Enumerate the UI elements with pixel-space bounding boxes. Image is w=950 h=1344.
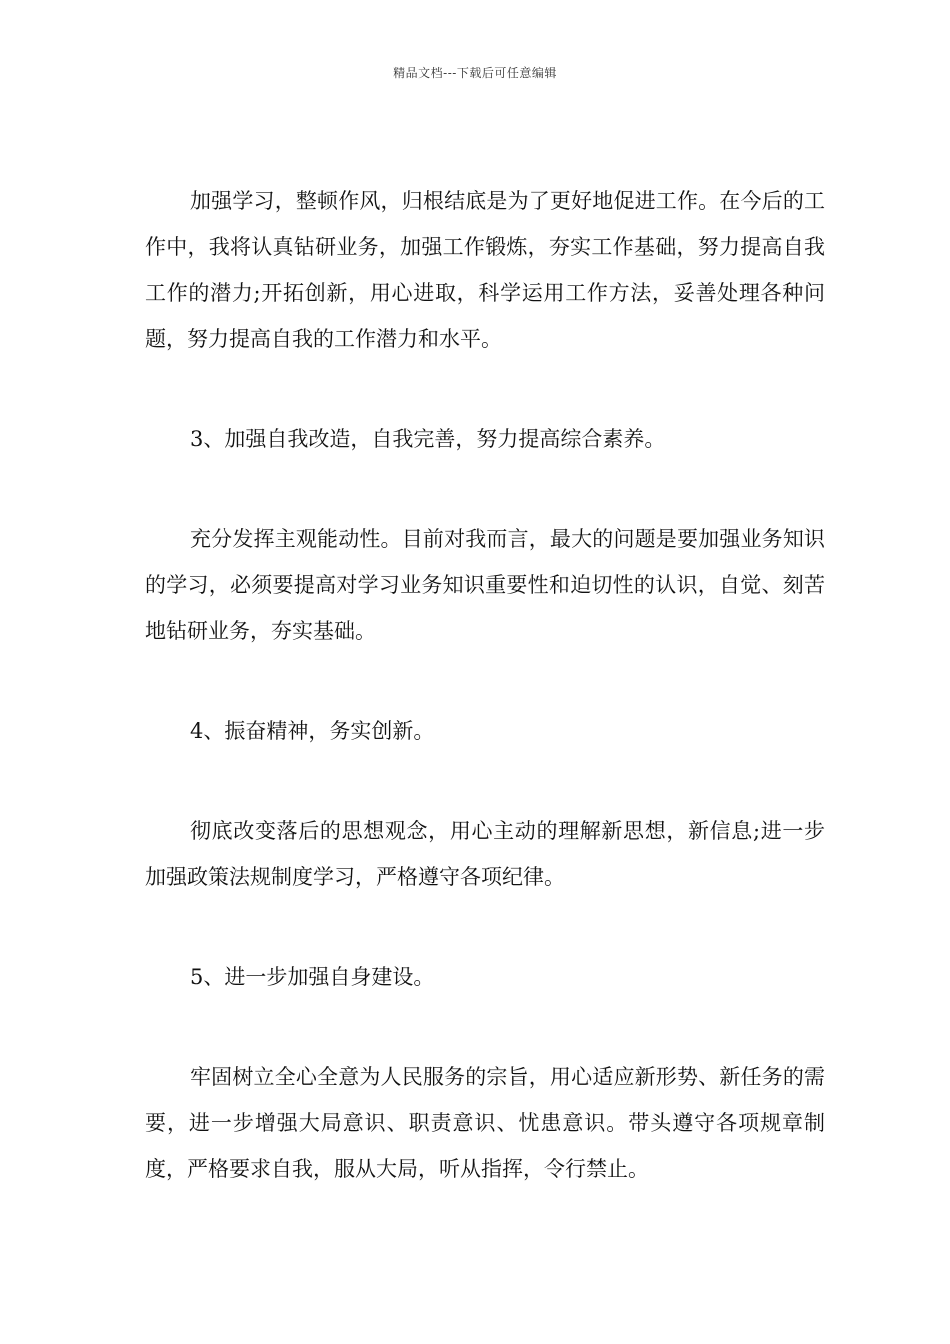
section-heading-3: 3、加强自我改造，自我完善，努力提高综合素养。	[190, 427, 666, 451]
paragraph-work-improvement: 加强学习，整顿作风，归根结底是为了更好地促进工作。在今后的工作中，我将认真钻研业务，加强工作锻炼，夯实工作基础，努力提高自我工作的潜力;开拓创新，用心进取，科学运用工作方法，妥善处理各种问题，努力提高自我的工作潜力和水平。	[145, 189, 825, 351]
paragraph-self-construction: 牢固树立全心全意为人民服务的宗旨，用心适应新形势、新任务的需要，进一步增强大局意识、职责意识、忧患意识。带头遵守各项规章制度，严格要求自我，服从大局，听从指挥，令行禁止。	[145, 1065, 825, 1181]
section-heading-4: 4、振奋精神，务实创新。	[190, 719, 435, 743]
document-body	[145, 178, 825, 1246]
paragraph-initiative: 充分发挥主观能动性。目前对我而言，最大的问题是要加强业务知识的学习，必须要提高对学习业务知识重要性和迫切性的认识，自觉、刻苦地钻研业务，夯实基础。	[145, 527, 825, 643]
page-header: 精品文档---下载后可任意编辑	[393, 66, 557, 80]
section-heading-5: 5、进一步加强自身建设。	[190, 965, 435, 989]
paragraph-new-ideas: 彻底改变落后的思想观念，用心主动的理解新思想，新信息;进一步加强政策法规制度学习，严格遵守各项纪律。	[145, 819, 825, 889]
